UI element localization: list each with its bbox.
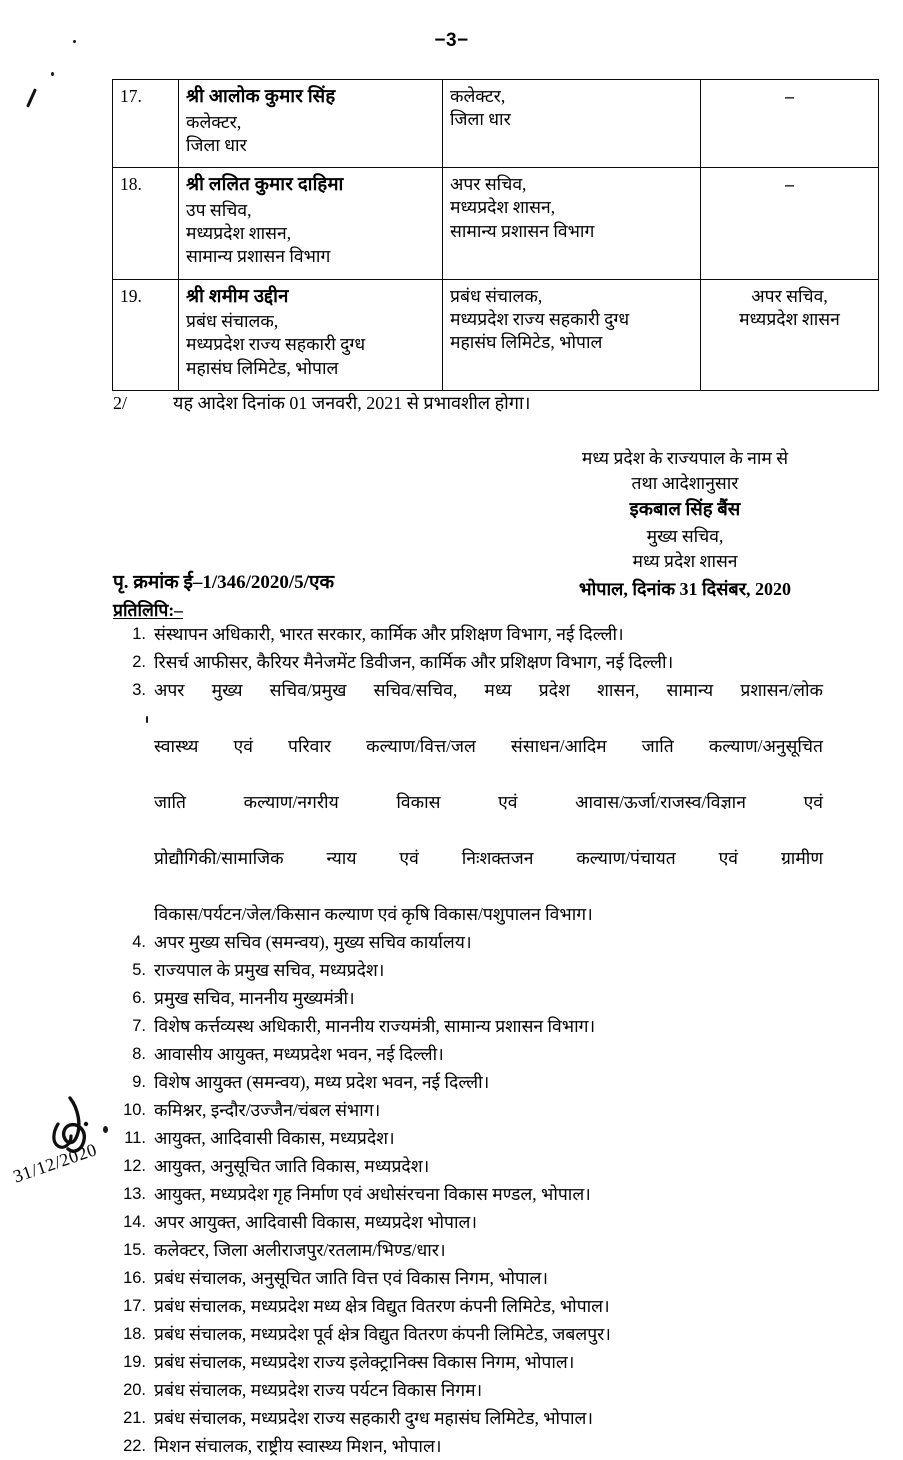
list-item [113, 1040, 823, 1068]
list-item-number: 1. [132, 625, 146, 643]
reference-number: पृ. क्रमांक ई–1/346/2020/5/एक [113, 572, 335, 593]
list-item-text: विशेष आयुक्त (समन्वय), मध्य प्रदेश भवन, नई दिल्ली। [154, 1072, 490, 1092]
signatory-designation: मुख्य सचिव, [646, 525, 724, 546]
new-posting-line: जिला धार [450, 109, 511, 130]
list-item-text: रिसर्च आफीसर, कैरियर मैनेजमेंट डिवीजन, कार्मिक और प्रशिक्षण विभाग, नई दिल्ली। [154, 652, 674, 672]
clause-text: यह आदेश दिनांक 01 जनवरी, 2021 से प्रभावशील होगा। [173, 393, 531, 413]
list-item-number: 11. [124, 1129, 146, 1147]
list-item-number: 20. [123, 1381, 146, 1399]
list-item [113, 1096, 823, 1124]
row-officer-name [179, 279, 443, 390]
list-item [113, 1348, 823, 1376]
list-item-line: जाति कल्याण/नगरीय विकास एवं आवास/ऊर्जा/राजस्व/विज्ञान एवं [154, 792, 823, 812]
list-item-text: अपर मुख्य सचिव (समन्वय), मुख्य सचिव कार्यालय। [154, 932, 472, 952]
list-item-number: 7. [132, 1017, 146, 1035]
list-item [113, 1432, 823, 1460]
list-item-line: विकास/पर्यटन/जेल/किसान कल्याण एवं कृषि विकास/पशुपालन विभाग। [154, 904, 593, 924]
list-item-text: कलेक्टर, जिला अलीराजपुर/रतलाम/भिण्ड/धार। [154, 1240, 446, 1260]
list-item-number: 6. [132, 989, 146, 1007]
list-item [113, 1376, 823, 1404]
remark-line: अपर सचिव, [751, 285, 828, 306]
list-item-text: राज्यपाल के प्रमुख सचिव, मध्यप्रदेश। [154, 960, 385, 980]
officer-current-post-line: उप सचिव, [186, 199, 252, 220]
row-remark [701, 279, 879, 390]
signatory-government: मध्य प्रदेश शासन [632, 550, 738, 571]
list-item-text: कमिश्नर, इन्दौर/उज्जैन/चंबल संभाग। [154, 1100, 381, 1120]
remark-line: मध्यप्रदेश शासन [739, 308, 840, 329]
new-posting-line: मध्यप्रदेश राज्य सहकारी दुग्ध [450, 308, 630, 329]
new-posting-line: मध्यप्रदेश शासन, [450, 197, 556, 218]
list-item [113, 1320, 823, 1348]
list-item [113, 648, 823, 676]
list-item-text: प्रबंध संचालक, मध्यप्रदेश राज्य सहकारी दुग्ध महासंघ लिमिटेड, भोपाल। [154, 1408, 594, 1428]
list-item-number: 14. [123, 1213, 146, 1231]
list-item [113, 1292, 823, 1320]
copy-to-list [113, 620, 823, 1460]
row-serial-number: 17. [113, 80, 179, 168]
list-item [113, 1012, 823, 1040]
list-item [113, 1152, 823, 1180]
list-item [113, 1236, 823, 1264]
new-posting-line: प्रबंध संचालक, [450, 285, 543, 306]
list-item-text: आयुक्त, अनुसूचित जाति विकास, मध्यप्रदेश। [154, 1156, 430, 1176]
list-item [113, 1068, 823, 1096]
list-item-number: 16. [123, 1269, 146, 1287]
row-officer-name [179, 80, 443, 168]
list-item [113, 956, 823, 984]
list-item-text: प्रबंध संचालक, मध्यप्रदेश राज्य इलेक्ट्रानिक्स विकास निगम, भोपाल। [154, 1352, 575, 1372]
row-new-posting [443, 80, 701, 168]
scan-speck-icon [51, 72, 54, 76]
list-item-number: 2. [132, 653, 146, 671]
list-item-text: प्रबंध संचालक, मध्यप्रदेश राज्य पर्यटन विकास निगम। [154, 1380, 483, 1400]
signature-block [520, 446, 850, 602]
list-item-line: स्वास्थ्य एवं परिवार कल्याण/वित्त/जल संसाधन/आदिम जाति कल्याण/अनुसूचित [154, 736, 823, 756]
list-item [113, 676, 823, 928]
scan-speck-icon [73, 40, 76, 43]
list-item [113, 984, 823, 1012]
table-row [113, 279, 879, 390]
list-item-line: अपर मुख्य सचिव/प्रमुख सचिव/सचिव, मध्य प्रदेश शासन, सामान्य प्रशासन/लोक [154, 680, 823, 700]
new-posting-line: सामान्य प्रशासन विभाग [450, 220, 595, 241]
new-posting-line: अपर सचिव, [450, 174, 527, 195]
copy-to-heading: प्रतिलिपि:– [113, 600, 183, 620]
row-new-posting [443, 168, 701, 279]
list-item [113, 1124, 823, 1152]
list-item-number: 22. [123, 1437, 146, 1455]
list-item-text: आयुक्त, मध्यप्रदेश गृह निर्माण एवं अधोसंरचना विकास मण्डल, भोपाल। [154, 1184, 591, 1204]
list-item-number: 12. [123, 1157, 146, 1175]
pen-mark-icon [26, 88, 37, 107]
officer-current-post-line: मध्यप्रदेश शासन, [186, 222, 292, 243]
officer-current-post-line: कलेक्टर, [186, 111, 242, 132]
list-item-text [154, 676, 823, 928]
list-item-text: संस्थापन अधिकारी, भारत सरकार, कार्मिक और प्रशिक्षण विभाग, नई दिल्ली। [154, 624, 624, 644]
list-item [113, 1208, 823, 1236]
list-item-number: 4. [132, 933, 146, 951]
officer-current-post-line: प्रबंध संचालक, [186, 311, 279, 332]
as-per-order-line: तथा आदेशानुसार [631, 473, 739, 494]
list-item-text: मिशन संचालक, राष्ट्रीय स्वास्थ्य मिशन, भोपाल। [154, 1436, 442, 1456]
place-and-date: भोपाल, दिनांक 31 दिसंबर, 2020 [578, 579, 792, 600]
list-item-number: 8. [132, 1045, 146, 1063]
clause-number: 2/ [113, 393, 128, 413]
list-item-number: 13. [123, 1185, 146, 1203]
page-number: −3− [434, 30, 469, 51]
list-item-line: प्रोद्यौगिकी/सामाजिक न्याय एवं निःशक्तजन कल्याण/पंचायत एवं ग्रामीण [154, 848, 823, 868]
row-remark: – [701, 168, 879, 279]
list-item-text: प्रमुख सचिव, माननीय मुख्यमंत्री। [154, 988, 355, 1008]
list-item-number: 18. [123, 1325, 146, 1343]
new-posting-line: कलेक्टर, [450, 86, 506, 106]
list-item [113, 1404, 823, 1432]
effective-date-clause [113, 391, 530, 415]
list-item-number: 21. [123, 1409, 146, 1427]
table-row [113, 80, 879, 168]
list-item-text: प्रबंध संचालक, मध्यप्रदेश पूर्व क्षेत्र विद्युत वितरण कंपनी लिमिटेड, जबलपुर। [154, 1324, 611, 1344]
list-item-text: विशेष कर्त्तव्यस्थ अधिकारी, माननीय राज्यमंत्री, सामान्य प्रशासन विभाग। [154, 1016, 596, 1036]
officer-name: श्री शमीम उद्दीन [186, 286, 289, 307]
row-remark: – [701, 80, 879, 168]
officer-current-post-line: महासंघ लिमिटेड, भोपाल [186, 357, 339, 378]
list-item [113, 1264, 823, 1292]
officer-current-post-line: मध्यप्रदेश राज्य सहकारी दुग्ध [186, 334, 366, 355]
list-item-number: 9. [132, 1073, 146, 1091]
list-item-text: अपर आयुक्त, आदिवासी विकास, मध्यप्रदेश भोपाल। [154, 1212, 478, 1232]
by-order-of-governor-line: मध्य प्रदेश के राज्यपाल के नाम से [581, 448, 789, 468]
list-item [113, 928, 823, 956]
row-serial-number: 19. [113, 279, 179, 390]
officers-transfer-table [112, 79, 879, 391]
table-row [113, 168, 879, 279]
list-item-number: 10. [123, 1101, 146, 1119]
list-item-text: प्रबंध संचालक, अनुसूचित जाति वित्त एवं विकास निगम, भोपाल। [154, 1268, 548, 1288]
officer-name: श्री आलोक कुमार सिंह [186, 87, 336, 107]
officer-current-post-line: सामान्य प्रशासन विभाग [186, 246, 331, 267]
list-item-number: 17. [123, 1297, 146, 1315]
list-item-text: आवासीय आयुक्त, मध्यप्रदेश भवन, नई दिल्ली। [154, 1044, 444, 1064]
list-item-text: आयुक्त, आदिवासी विकास, मध्यप्रदेश। [154, 1128, 395, 1148]
signatory-name: इकबाल सिंह बैंस [629, 499, 741, 520]
new-posting-line: महासंघ लिमिटेड, भोपाल [450, 332, 603, 353]
list-item-text: प्रबंध संचालक, मध्यप्रदेश मध्य क्षेत्र विद्युत वितरण कंपनी लिमिटेड, भोपाल। [154, 1296, 610, 1316]
list-item-number: 3. [132, 681, 146, 699]
row-officer-name [179, 168, 443, 279]
handwritten-date: 31/12/2020 [10, 1139, 100, 1187]
list-item-number: 5. [132, 961, 146, 979]
row-serial-number: 18. [113, 168, 179, 279]
list-item [113, 620, 823, 648]
list-item-number: 19. [123, 1353, 146, 1371]
list-item-number: 15. [123, 1241, 146, 1259]
officer-current-post-line: जिला धार [186, 134, 247, 155]
row-new-posting [443, 279, 701, 390]
list-item [113, 1180, 823, 1208]
officer-name: श्री ललित कुमार दाहिमा [186, 175, 344, 196]
